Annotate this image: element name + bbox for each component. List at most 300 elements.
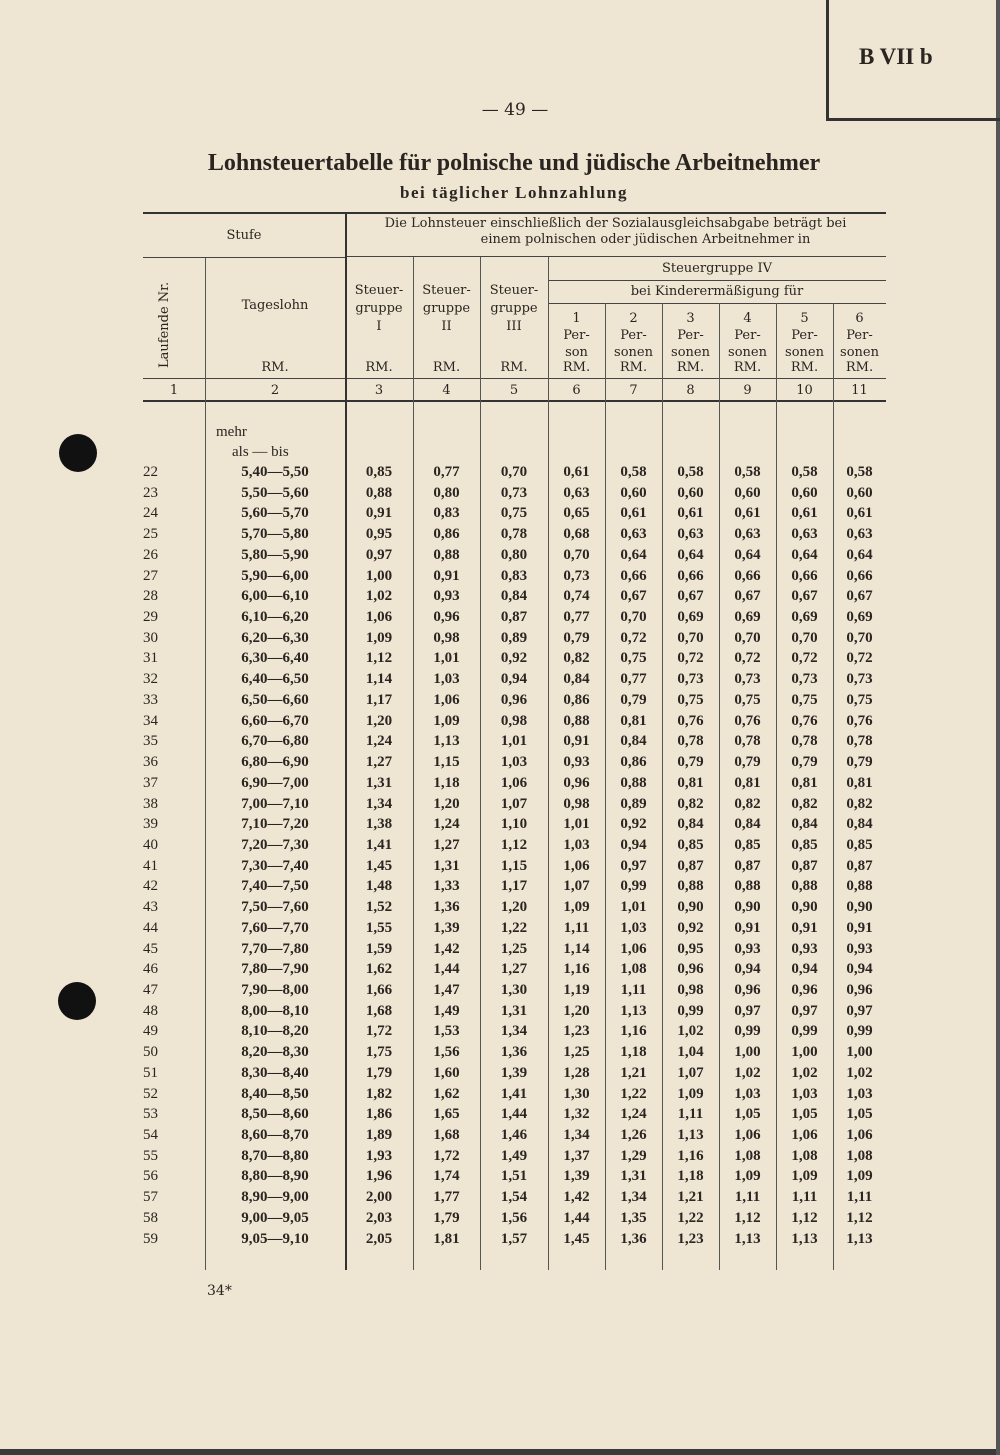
header-currency: RM. (261, 360, 289, 375)
punch-hole (59, 434, 97, 472)
tax-value: 0,82 (734, 795, 761, 812)
tax-value: 0,90 (677, 899, 704, 916)
tax-value: 0,66 (734, 567, 761, 584)
tax-value: 0,98 (433, 629, 460, 646)
tax-value: 0,86 (433, 526, 460, 543)
row-number: 23 (143, 484, 158, 501)
header-description-line: Die Lohnsteuer einschließlich der Sozialausgleichsabgabe beträgt bei (384, 216, 847, 231)
tax-value: 1,30 (500, 982, 528, 998)
table-row (143, 692, 886, 712)
tax-value: 0,69 (734, 609, 761, 626)
tax-value: 0,81 (620, 712, 647, 729)
tax-value: 0,88 (433, 546, 460, 563)
tax-value: 0,78 (500, 526, 528, 543)
tax-value: 1,23 (563, 1023, 590, 1040)
wage-range: 6,00—6,10 (241, 588, 309, 605)
tax-value: 0,82 (791, 795, 818, 812)
tax-value: 1,21 (677, 1189, 704, 1206)
tax-value: 1,27 (433, 836, 460, 853)
tax-value: 0,75 (791, 691, 818, 708)
header-currency: RM. (365, 360, 393, 375)
tax-value: 1,17 (500, 878, 528, 895)
tax-value: 0,63 (563, 484, 590, 501)
tax-value: 0,77 (620, 671, 647, 688)
table-row (143, 920, 886, 940)
column-number: 3 (374, 383, 384, 398)
tax-value: 0,92 (500, 650, 528, 667)
tax-value: 0,82 (846, 795, 873, 812)
tax-value: 1,24 (365, 733, 393, 750)
tax-value: 1,31 (365, 774, 393, 791)
tax-value: 1,03 (500, 754, 528, 771)
row-number: 28 (143, 588, 158, 605)
tax-value: 1,01 (563, 816, 590, 833)
row-number: 41 (143, 857, 158, 874)
tax-value: 1,51 (500, 1168, 528, 1185)
tax-value: 0,84 (620, 733, 647, 750)
tax-value: 1,11 (563, 919, 590, 936)
tax-value: 0,61 (677, 505, 704, 522)
tax-value: 1,52 (365, 899, 393, 916)
tax-value: 1,09 (846, 1168, 873, 1185)
tax-value: 1,06 (365, 609, 393, 626)
row-number: 45 (143, 940, 158, 957)
tax-value: 0,98 (677, 982, 704, 998)
tax-value: 0,88 (620, 774, 647, 791)
tax-value: 1,03 (433, 671, 460, 688)
wage-range: 7,50—7,60 (241, 899, 309, 916)
header-currency: RM. (432, 360, 461, 375)
tax-value: 0,97 (791, 1002, 818, 1019)
tax-value: 1,49 (433, 1002, 460, 1019)
header-persons: sonen (785, 345, 824, 360)
tax-value: 1,47 (433, 982, 460, 998)
table-row (143, 1086, 886, 1106)
page-subtitle: bei täglicher Lohnzahlung (400, 183, 628, 202)
tax-value: 0,84 (734, 816, 761, 833)
tax-value: 1,02 (846, 1064, 873, 1081)
table-row (143, 1189, 886, 1209)
tax-value: 1,49 (500, 1147, 528, 1164)
tax-value: 0,58 (620, 464, 647, 480)
wage-range: 6,60—6,70 (241, 712, 309, 729)
row-number: 50 (143, 1044, 158, 1061)
tax-value: 0,86 (563, 691, 590, 708)
table-row (143, 485, 886, 505)
tax-value: 0,76 (734, 712, 761, 729)
tax-value: 0,99 (620, 878, 647, 895)
column-number: 5 (509, 383, 519, 398)
row-number: 30 (143, 629, 158, 646)
tax-value: 1,06 (734, 1127, 761, 1144)
header-persons: 5 (800, 311, 809, 326)
tax-value: 1,72 (365, 1023, 393, 1040)
row-number: 48 (143, 1002, 158, 1019)
table-row (143, 1127, 886, 1147)
wage-range: 7,70—7,80 (241, 940, 309, 957)
tax-value: 0,78 (677, 733, 704, 750)
tax-value: 1,04 (677, 1044, 704, 1061)
tax-value: 0,75 (620, 650, 647, 667)
table-row (143, 899, 886, 919)
table-row (143, 650, 886, 670)
tax-value: 1,13 (677, 1127, 704, 1144)
wage-range: 5,80—5,90 (241, 546, 309, 563)
tax-value: 0,85 (791, 836, 818, 853)
tax-value: 1,37 (563, 1147, 590, 1164)
row-number: 25 (143, 526, 158, 543)
tax-value: 0,80 (433, 484, 460, 501)
tax-value: 0,91 (846, 919, 873, 936)
tax-value: 0,64 (620, 546, 647, 563)
tax-value: 1,77 (433, 1189, 460, 1206)
tax-value: 0,93 (734, 940, 761, 957)
wage-range: 8,40—8,50 (241, 1085, 309, 1102)
tax-value: 0,91 (365, 505, 393, 522)
tax-value: 0,86 (620, 754, 647, 771)
table-row (143, 961, 886, 981)
tax-value: 1,16 (677, 1147, 704, 1164)
tax-value: 1,81 (433, 1230, 460, 1247)
footer-mark: 34* (207, 1283, 232, 1299)
tax-value: 1,22 (620, 1085, 647, 1102)
tax-value: 1,34 (620, 1189, 647, 1206)
tax-value: 0,98 (563, 795, 590, 812)
tax-value: 0,72 (677, 650, 704, 667)
tax-value: 0,77 (563, 609, 590, 626)
tax-value: 0,64 (734, 546, 761, 563)
table-row (143, 1003, 886, 1023)
table-row (143, 568, 886, 588)
row-number: 37 (143, 774, 158, 791)
tax-value: 0,64 (846, 546, 873, 563)
tax-value: 1,09 (365, 629, 393, 646)
row-number: 32 (143, 671, 158, 688)
header-currency: RM. (500, 360, 528, 375)
tax-value: 0,97 (620, 857, 647, 874)
tax-value: 0,90 (846, 899, 873, 916)
tax-value: 0,98 (500, 712, 528, 729)
tax-value: 1,38 (365, 816, 393, 833)
row-number: 36 (143, 754, 158, 771)
wage-range: 6,30—6,40 (241, 650, 309, 667)
tax-value: 1,68 (433, 1127, 460, 1144)
tax-value: 1,11 (791, 1189, 818, 1206)
tax-value: 0,85 (846, 836, 873, 853)
row-number: 54 (143, 1127, 158, 1144)
table-row (143, 982, 886, 1002)
tax-value: 0,75 (500, 505, 528, 522)
tax-value: 0,77 (433, 464, 460, 480)
wage-range: 7,80—7,90 (241, 961, 309, 978)
column-number: 2 (270, 383, 280, 398)
tax-value: 0,90 (791, 899, 818, 916)
tax-value: 1,25 (500, 940, 528, 957)
tax-value: 1,01 (500, 733, 528, 750)
column-number: 4 (442, 383, 451, 398)
table-row (143, 878, 886, 898)
header-persons: 6 (855, 311, 864, 326)
tax-value: 1,07 (677, 1064, 704, 1081)
tax-value: 1,34 (563, 1127, 590, 1144)
tax-value: 1,03 (620, 919, 647, 936)
wage-range: 9,00—9,05 (241, 1209, 309, 1226)
tax-value: 1,00 (365, 567, 393, 584)
tax-value: 1,13 (734, 1230, 761, 1247)
table-row (143, 816, 886, 836)
tax-value: 1,20 (433, 795, 460, 812)
tax-value: 1,12 (734, 1209, 761, 1226)
tax-value: 1,14 (365, 671, 393, 688)
tax-value: 0,91 (734, 919, 761, 936)
tax-value: 0,61 (620, 505, 647, 522)
tax-value: 1,07 (563, 878, 590, 895)
tax-value: 1,12 (500, 836, 528, 853)
tax-value: 0,87 (791, 857, 818, 874)
header-currency: RM. (845, 360, 874, 375)
header-steuergruppe: Steuer- (489, 283, 539, 298)
tax-value: 1,31 (433, 857, 460, 874)
tax-value: 0,87 (734, 857, 761, 874)
section-label: B VII b (859, 44, 933, 69)
wage-range: 8,30—8,40 (241, 1064, 309, 1081)
header-steuergruppe: gruppe (422, 301, 471, 316)
tax-value: 1,28 (563, 1064, 590, 1081)
tax-value: 1,57 (500, 1230, 528, 1247)
tax-value: 0,87 (846, 857, 873, 874)
tax-value: 1,75 (365, 1044, 393, 1061)
tax-value: 1,00 (734, 1044, 761, 1061)
header-persons: 4 (743, 311, 752, 326)
tax-value: 1,11 (620, 982, 647, 998)
header-steuergruppe: II (441, 319, 452, 334)
tax-value: 1,15 (500, 857, 528, 874)
tax-value: 0,81 (846, 774, 873, 791)
header-steuergruppe: Steuer- (422, 283, 471, 298)
tax-value: 0,93 (791, 940, 818, 957)
wage-range: 6,50—6,60 (241, 691, 309, 708)
tax-value: 0,84 (791, 816, 818, 833)
header-description (345, 216, 886, 248)
tax-value: 1,13 (620, 1002, 647, 1019)
tax-value: 1,09 (677, 1085, 704, 1102)
tax-value: 0,96 (563, 774, 590, 791)
tax-value: 1,74 (433, 1168, 460, 1185)
tax-value: 0,99 (846, 1023, 873, 1040)
tax-value: 1,42 (563, 1189, 590, 1206)
tax-value: 1,65 (433, 1106, 460, 1123)
tax-value: 0,96 (791, 982, 818, 998)
tax-value: 1,12 (846, 1209, 873, 1226)
tax-value: 1,36 (620, 1230, 647, 1247)
range-label-als-bis: als — bis (232, 444, 289, 460)
table-row (143, 733, 886, 753)
tax-value: 1,29 (620, 1147, 647, 1164)
tax-value: 1,66 (365, 982, 393, 998)
tax-value: 0,84 (500, 588, 528, 605)
header-persons: son (565, 345, 588, 360)
wage-range: 7,00—7,10 (241, 795, 309, 812)
tax-value: 0,61 (791, 505, 818, 522)
tax-value: 1,22 (500, 919, 528, 936)
tax-value: 1,02 (365, 588, 393, 605)
header-persons: 2 (629, 311, 638, 326)
wage-range: 7,30—7,40 (241, 857, 309, 874)
tax-value: 1,11 (677, 1106, 704, 1123)
tax-value: 0,60 (677, 484, 704, 501)
tax-value: 0,85 (734, 836, 761, 853)
tax-value: 0,89 (500, 629, 528, 646)
tax-value: 0,72 (620, 629, 647, 646)
table-row (143, 941, 886, 961)
tax-value: 1,68 (365, 1002, 393, 1019)
wage-range: 8,90—9,00 (241, 1189, 309, 1206)
tax-value: 0,70 (677, 629, 704, 646)
tax-value: 1,02 (791, 1064, 818, 1081)
tax-value: 1,03 (734, 1085, 761, 1102)
tax-value: 1,06 (620, 940, 647, 957)
row-number: 34 (143, 712, 158, 729)
tax-value: 0,66 (677, 567, 704, 584)
tax-value: 0,73 (791, 671, 818, 688)
tax-value: 1,22 (677, 1209, 704, 1226)
header-steuergruppe-iv: Steuergruppe IV (661, 261, 772, 276)
page-number: — 49 — (481, 100, 549, 120)
tax-value: 0,79 (791, 754, 818, 771)
tax-value: 0,70 (846, 629, 873, 646)
row-number: 38 (143, 795, 158, 812)
tax-value: 0,72 (734, 650, 761, 667)
row-number: 35 (143, 733, 158, 750)
tax-value: 0,67 (677, 588, 704, 605)
tax-value: 0,63 (734, 526, 761, 543)
row-number: 29 (143, 609, 158, 626)
tax-value: 0,63 (677, 526, 704, 543)
tax-value: 0,97 (734, 1002, 761, 1019)
header-laufende-nr: Laufende Nr. (157, 281, 172, 368)
wage-range: 8,00—8,10 (241, 1002, 309, 1019)
tax-value: 0,61 (846, 505, 873, 522)
tax-value: 0,96 (677, 961, 704, 978)
tax-value: 0,83 (500, 567, 528, 584)
row-number: 43 (143, 899, 158, 916)
tax-value: 0,60 (846, 484, 873, 501)
wage-range: 7,20—7,30 (241, 836, 309, 853)
tax-value: 0,91 (791, 919, 818, 936)
wage-range: 6,20—6,30 (241, 629, 309, 646)
table-row (143, 526, 886, 546)
tax-value: 0,91 (563, 733, 590, 750)
tax-value: 0,69 (791, 609, 818, 626)
tax-value: 1,03 (791, 1085, 818, 1102)
tax-value: 0,94 (620, 836, 647, 853)
tax-value: 0,88 (563, 712, 590, 729)
tax-value: 0,99 (791, 1023, 818, 1040)
tax-value: 1,16 (563, 961, 590, 978)
header-persons: 1 (572, 311, 581, 326)
header-persons: sonen (671, 345, 710, 360)
table-row (143, 775, 886, 795)
tax-value: 0,60 (620, 484, 647, 501)
tax-value: 1,23 (677, 1230, 704, 1247)
tax-value: 0,92 (677, 919, 704, 936)
tax-value: 1,12 (365, 650, 393, 667)
wage-range: 5,70—5,80 (241, 526, 309, 543)
tax-value: 1,27 (365, 754, 393, 771)
tax-value: 0,97 (365, 546, 393, 563)
scan-edge (996, 0, 1000, 1455)
tax-value: 1,27 (500, 961, 528, 978)
tax-value: 1,02 (734, 1064, 761, 1081)
tax-value: 0,75 (734, 691, 761, 708)
header-stufe: Stufe (226, 228, 262, 243)
tax-value: 1,02 (677, 1023, 704, 1040)
header-persons: sonen (614, 345, 653, 360)
tax-value: 0,67 (620, 588, 647, 605)
wage-range: 5,90—6,00 (241, 567, 309, 584)
tax-value: 1,01 (433, 650, 460, 667)
tax-value: 1,08 (846, 1147, 873, 1164)
row-number: 53 (143, 1106, 158, 1123)
wage-range: 9,05—9,10 (241, 1230, 309, 1247)
tax-value: 0,88 (846, 878, 873, 895)
tax-value: 1,14 (563, 940, 590, 957)
table-row (143, 588, 886, 608)
row-number: 57 (143, 1189, 158, 1206)
wage-range: 6,90—7,00 (241, 774, 309, 791)
tax-value: 2,00 (365, 1189, 393, 1206)
header-persons: 3 (686, 311, 695, 326)
tax-value: 0,69 (677, 609, 704, 626)
table-row (143, 464, 886, 484)
tax-value: 1,03 (563, 836, 590, 853)
tax-value: 0,76 (846, 712, 873, 729)
tax-value: 1,15 (433, 754, 460, 771)
tax-value: 1,18 (677, 1168, 704, 1185)
tax-value: 0,67 (734, 588, 761, 605)
row-number: 26 (143, 546, 158, 563)
tax-value: 0,92 (620, 816, 647, 833)
tax-value: 1,08 (620, 961, 647, 978)
tax-value: 0,68 (563, 526, 590, 543)
tax-value: 0,82 (677, 795, 704, 812)
tax-value: 0,60 (791, 484, 818, 501)
tax-value: 1,34 (500, 1023, 528, 1040)
tax-value: 0,73 (563, 567, 590, 584)
tax-value: 1,32 (563, 1106, 590, 1123)
tax-value: 0,88 (734, 878, 761, 895)
wage-range: 8,80—8,90 (241, 1168, 309, 1185)
table-row (143, 1044, 886, 1064)
tax-value: 1,62 (433, 1085, 460, 1102)
tax-value: 0,64 (791, 546, 818, 563)
tax-value: 0,66 (620, 567, 647, 584)
tax-value: 1,05 (791, 1106, 818, 1123)
row-number: 40 (143, 836, 158, 853)
tax-value: 0,90 (734, 899, 761, 916)
tax-value: 1,62 (365, 961, 393, 978)
tax-value: 1,59 (365, 940, 393, 957)
header-steuergruppe: Steuer- (354, 283, 404, 298)
tax-value: 0,61 (563, 464, 590, 480)
tax-value: 0,63 (791, 526, 818, 543)
tax-value: 0,70 (563, 546, 590, 563)
tax-value: 0,63 (620, 526, 647, 543)
row-number: 47 (143, 982, 158, 998)
tax-value: 0,93 (433, 588, 460, 605)
tax-value: 0,93 (846, 940, 873, 957)
wage-range: 7,60—7,70 (241, 919, 309, 936)
